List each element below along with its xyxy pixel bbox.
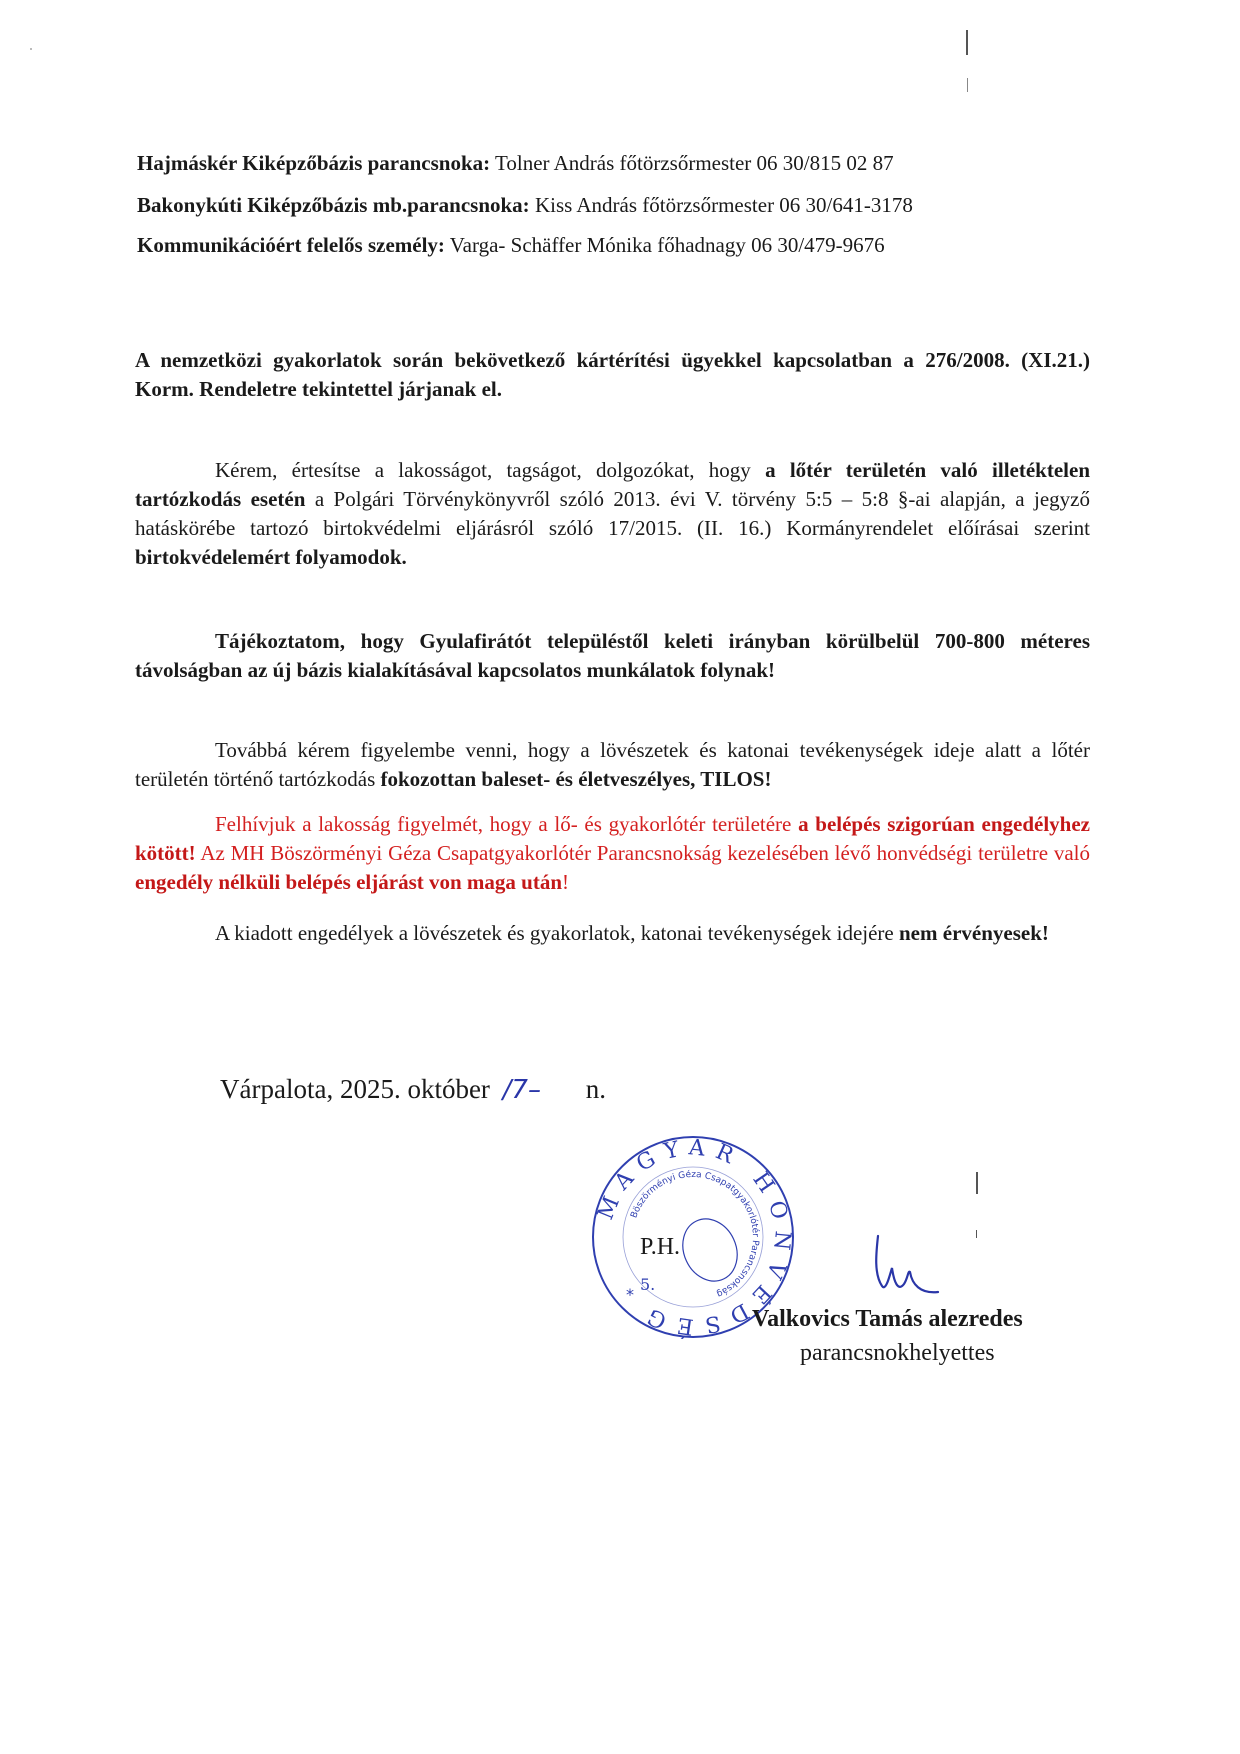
text: Továbbá kérem figyelembe venni, hogy a lövészetek és katonai tevékenységek ideje alatt a lőtér területén történő tartózkodás — [135, 738, 1090, 791]
text: ! — [562, 870, 570, 894]
contact-value: Varga- Schäffer Mónika főhadnagy 06 30/479-9676 — [449, 233, 885, 257]
text: Az MH Böszörményi Géza Csapatgyakorlótér Parancsnokság kezelésében lévő honvédségi területre való — [195, 841, 1090, 865]
scan-artifact — [966, 30, 968, 55]
text: A kiadott engedélyek a lövészetek és gyakorlatok, katonai tevékenységek idejére — [215, 921, 899, 945]
trespass-paragraph — [135, 456, 1090, 572]
signatory-title: parancsnokhelyettes — [800, 1340, 995, 1366]
danger-paragraph — [135, 736, 1090, 794]
stamp-star: * — [626, 1285, 634, 1304]
place-date-text: Várpalota, 2025. október — [220, 1074, 490, 1104]
text: Felhívjuk a lakosság figyelmét, hogy a lő- és gyakorlótér területére — [215, 812, 799, 836]
bold-text: fokozottan baleset- és életveszélyes, TILOS! — [380, 767, 772, 791]
stamp-ph: P.H. — [640, 1234, 681, 1260]
text: a Polgári Törvénykönyvről szóló 2013. évi V. törvény 5:5 – 5:8 §-ai alapján, a jegyző hatáskörébe tartozó birtokvédelmi eljárásról szóló 17/2015. (II. 16.) Kormányrendelet előírásai szerint — [135, 487, 1090, 540]
scan-artifact — [976, 1172, 978, 1194]
bold-text: a belépés szigorúan engedélyhez kötött! — [135, 812, 1090, 865]
contact-value: Kiss András főtörzsőrmester 06 30/641-3178 — [534, 193, 913, 217]
contact-line — [137, 150, 894, 176]
text: Kérem, értesítse a lakosságot, tagságot, dolgozókat, hogy — [215, 458, 766, 482]
bold-text: a lőtér területén való illetéktelen tartózkodás esetén — [135, 458, 1090, 511]
handwritten-signature — [868, 1234, 948, 1304]
date-suffix: n. — [585, 1074, 606, 1104]
handwritten-day: /7– — [502, 1075, 541, 1105]
permit-validity-paragraph — [135, 919, 1090, 948]
scan-artifact — [30, 48, 32, 50]
bold-text: birtokvédelemért folyamodok. — [135, 545, 407, 569]
scan-artifact — [976, 1230, 977, 1238]
entry-permit-warning — [135, 810, 1090, 897]
bold-text: engedély nélküli belépés eljárást von maga után — [135, 870, 563, 894]
contact-label: Kommunikációért felelős személy: — [137, 233, 445, 257]
contact-line — [137, 232, 885, 258]
stamp-number: 5. — [640, 1275, 656, 1294]
contact-label: Hajmáskér Kiképzőbázis parancsnoka: — [137, 151, 491, 175]
bold-text: nem érvényesek! — [899, 921, 1049, 945]
compensation-notice: A nemzetközi gyakorlatok során bekövetkező kártérítési ügyekkel kapcsolatban a 276/2008. (XI.21.) Korm. Rendeletre tekintettel járjanak el. — [135, 348, 1090, 401]
contact-label: Bakonykúti Kiképzőbázis mb.parancsnoka: — [137, 193, 530, 217]
stamp-outer-text: MAGYAR HONVÉDSÉG — [593, 1135, 795, 1339]
place-date — [220, 1074, 606, 1105]
signatory-name: Valkovics Tamás alezredes — [752, 1306, 1023, 1332]
stamp-inner-text: Böszörményi Géza Csapatgyakorlótér Parancsnokság — [629, 1169, 761, 1299]
scan-artifact — [967, 78, 968, 92]
construction-notice: Tájékoztatom, hogy Gyulafirátót településtől keleti irányban körülbelül 700-800 méteres távolságban az új bázis kialakításával kapcsolatos munkálatok folynak! — [135, 629, 1090, 682]
contact-line — [137, 192, 913, 218]
contact-value: Tolner András főtörzsőrmester 06 30/815 02 87 — [495, 151, 894, 175]
